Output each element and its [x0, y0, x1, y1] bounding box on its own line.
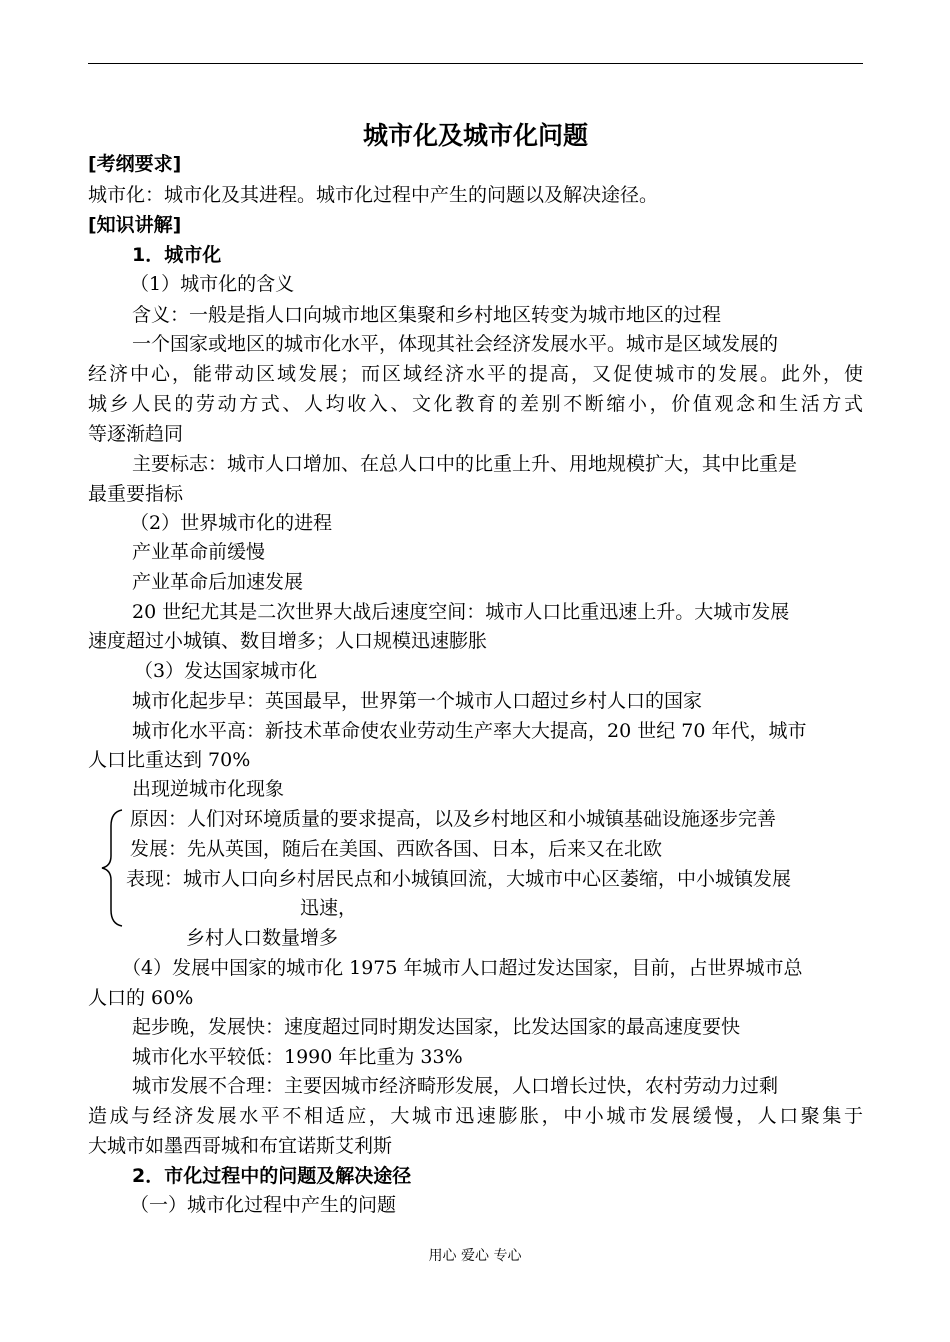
bracket-item-development: 发展：先从英国，随后在美国、西欧各国、日本，后来又在北欧 — [130, 838, 663, 860]
paragraph-line: 一个国家或地区的城市化水平，体现其社会经济发展水平。城市是区域发展的 — [132, 333, 779, 355]
paragraph-line: 20 世纪尤其是二次世界大战后速度空间：城市人口比重迅速上升。大城市发展 — [132, 601, 790, 623]
paragraph-line: 经济中心，能带动区域发展；而区域经济水平的提高，又促使城市的发展。此外，使 — [88, 363, 863, 385]
section-heading-requirements: [考纲要求] — [88, 153, 182, 175]
paragraph-line: （2）世界城市化的进程 — [130, 512, 333, 534]
paragraph-line: 大城市如墨西哥城和布宜诺斯艾利斯 — [88, 1135, 393, 1157]
paragraph-line: 产业革命前缓慢 — [132, 541, 266, 563]
paragraph-line: 人口的 60% — [88, 987, 194, 1009]
paragraph-line: 城市化水平高：新技术革命使农业劳动生产率大大提高，20 世纪 70 年代，城市 — [132, 720, 807, 742]
page-footer: 用心 爱心 专心 — [428, 1248, 522, 1264]
paragraph-line: 等逐渐趋同 — [88, 423, 184, 445]
subheading-problems-solutions: 2．市化过程中的问题及解决途径 — [132, 1165, 412, 1187]
header-rule — [88, 63, 863, 64]
paragraph-line: 城市化：城市化及其进程。城市化过程中产生的问题以及解决途径。 — [88, 184, 659, 206]
subheading-urbanization: 1．城市化 — [132, 244, 222, 266]
bracket-item-continuation: 迅速， — [300, 897, 358, 919]
bracket-item-cause: 原因：人们对环境质量的要求提高，以及乡村地区和小城镇基础设施逐步完善 — [130, 808, 777, 830]
paragraph-line: 主要标志：城市人口增加、在总人口中的比重上升、用地规模扩大，其中比重是 — [132, 453, 798, 475]
paragraph-line: 城市发展不合理：主要因城市经济畸形发展，人口增长过快，农村劳动力过剩 — [132, 1075, 779, 1097]
paragraph-line: 造成与经济发展水平不相适应，大城市迅速膨胀，中小城市发展缓慢，人口聚集于 — [88, 1105, 863, 1127]
paragraph-line: 速度超过小城镇、数目增多；人口规模迅速膨胀 — [88, 630, 488, 652]
page-title: 城市化及城市化问题 — [362, 121, 588, 150]
paragraph-line: 产业革命后加速发展 — [132, 571, 304, 593]
paragraph-line: 含义：一般是指人口向城市地区集聚和乡村地区转变为城市地区的过程 — [132, 304, 722, 326]
paragraph-line: 起步晚，发展快：速度超过同时期发达国家，比发达国家的最高速度要快 — [132, 1016, 741, 1038]
bracket-item-manifestation: 表现：城市人口向乡村居民点和小城镇回流，大城市中心区萎缩，中小城镇发展 — [126, 868, 792, 890]
curly-brace-icon — [98, 808, 128, 928]
paragraph-line: 城乡人民的劳动方式、人均收入、文化教育的差别不断缩小，价值观念和生活方式 — [88, 393, 863, 415]
paragraph-line: 城市化水平较低：1990 年比重为 33% — [132, 1046, 463, 1068]
paragraph-line: 城市化起步早：英国最早，世界第一个城市人口超过乡村人口的国家 — [132, 690, 703, 712]
paragraph-line: 出现逆城市化现象 — [132, 778, 285, 800]
paragraph-line: 人口比重达到 70% — [88, 749, 251, 771]
paragraph-line: （1）城市化的含义 — [130, 273, 295, 295]
section-heading-knowledge: [知识讲解] — [88, 214, 182, 236]
paragraph-line: 最重要指标 — [88, 483, 184, 505]
paragraph-line: （3）发达国家城市化 — [134, 660, 318, 682]
paragraph-line: （4）发展中国家的城市化 1975 年城市人口超过发达国家，目前，占世界城市总 — [122, 957, 803, 979]
paragraph-line: 乡村人口数量增多 — [186, 927, 339, 949]
paragraph-line: （一）城市化过程中产生的问题 — [130, 1194, 397, 1216]
